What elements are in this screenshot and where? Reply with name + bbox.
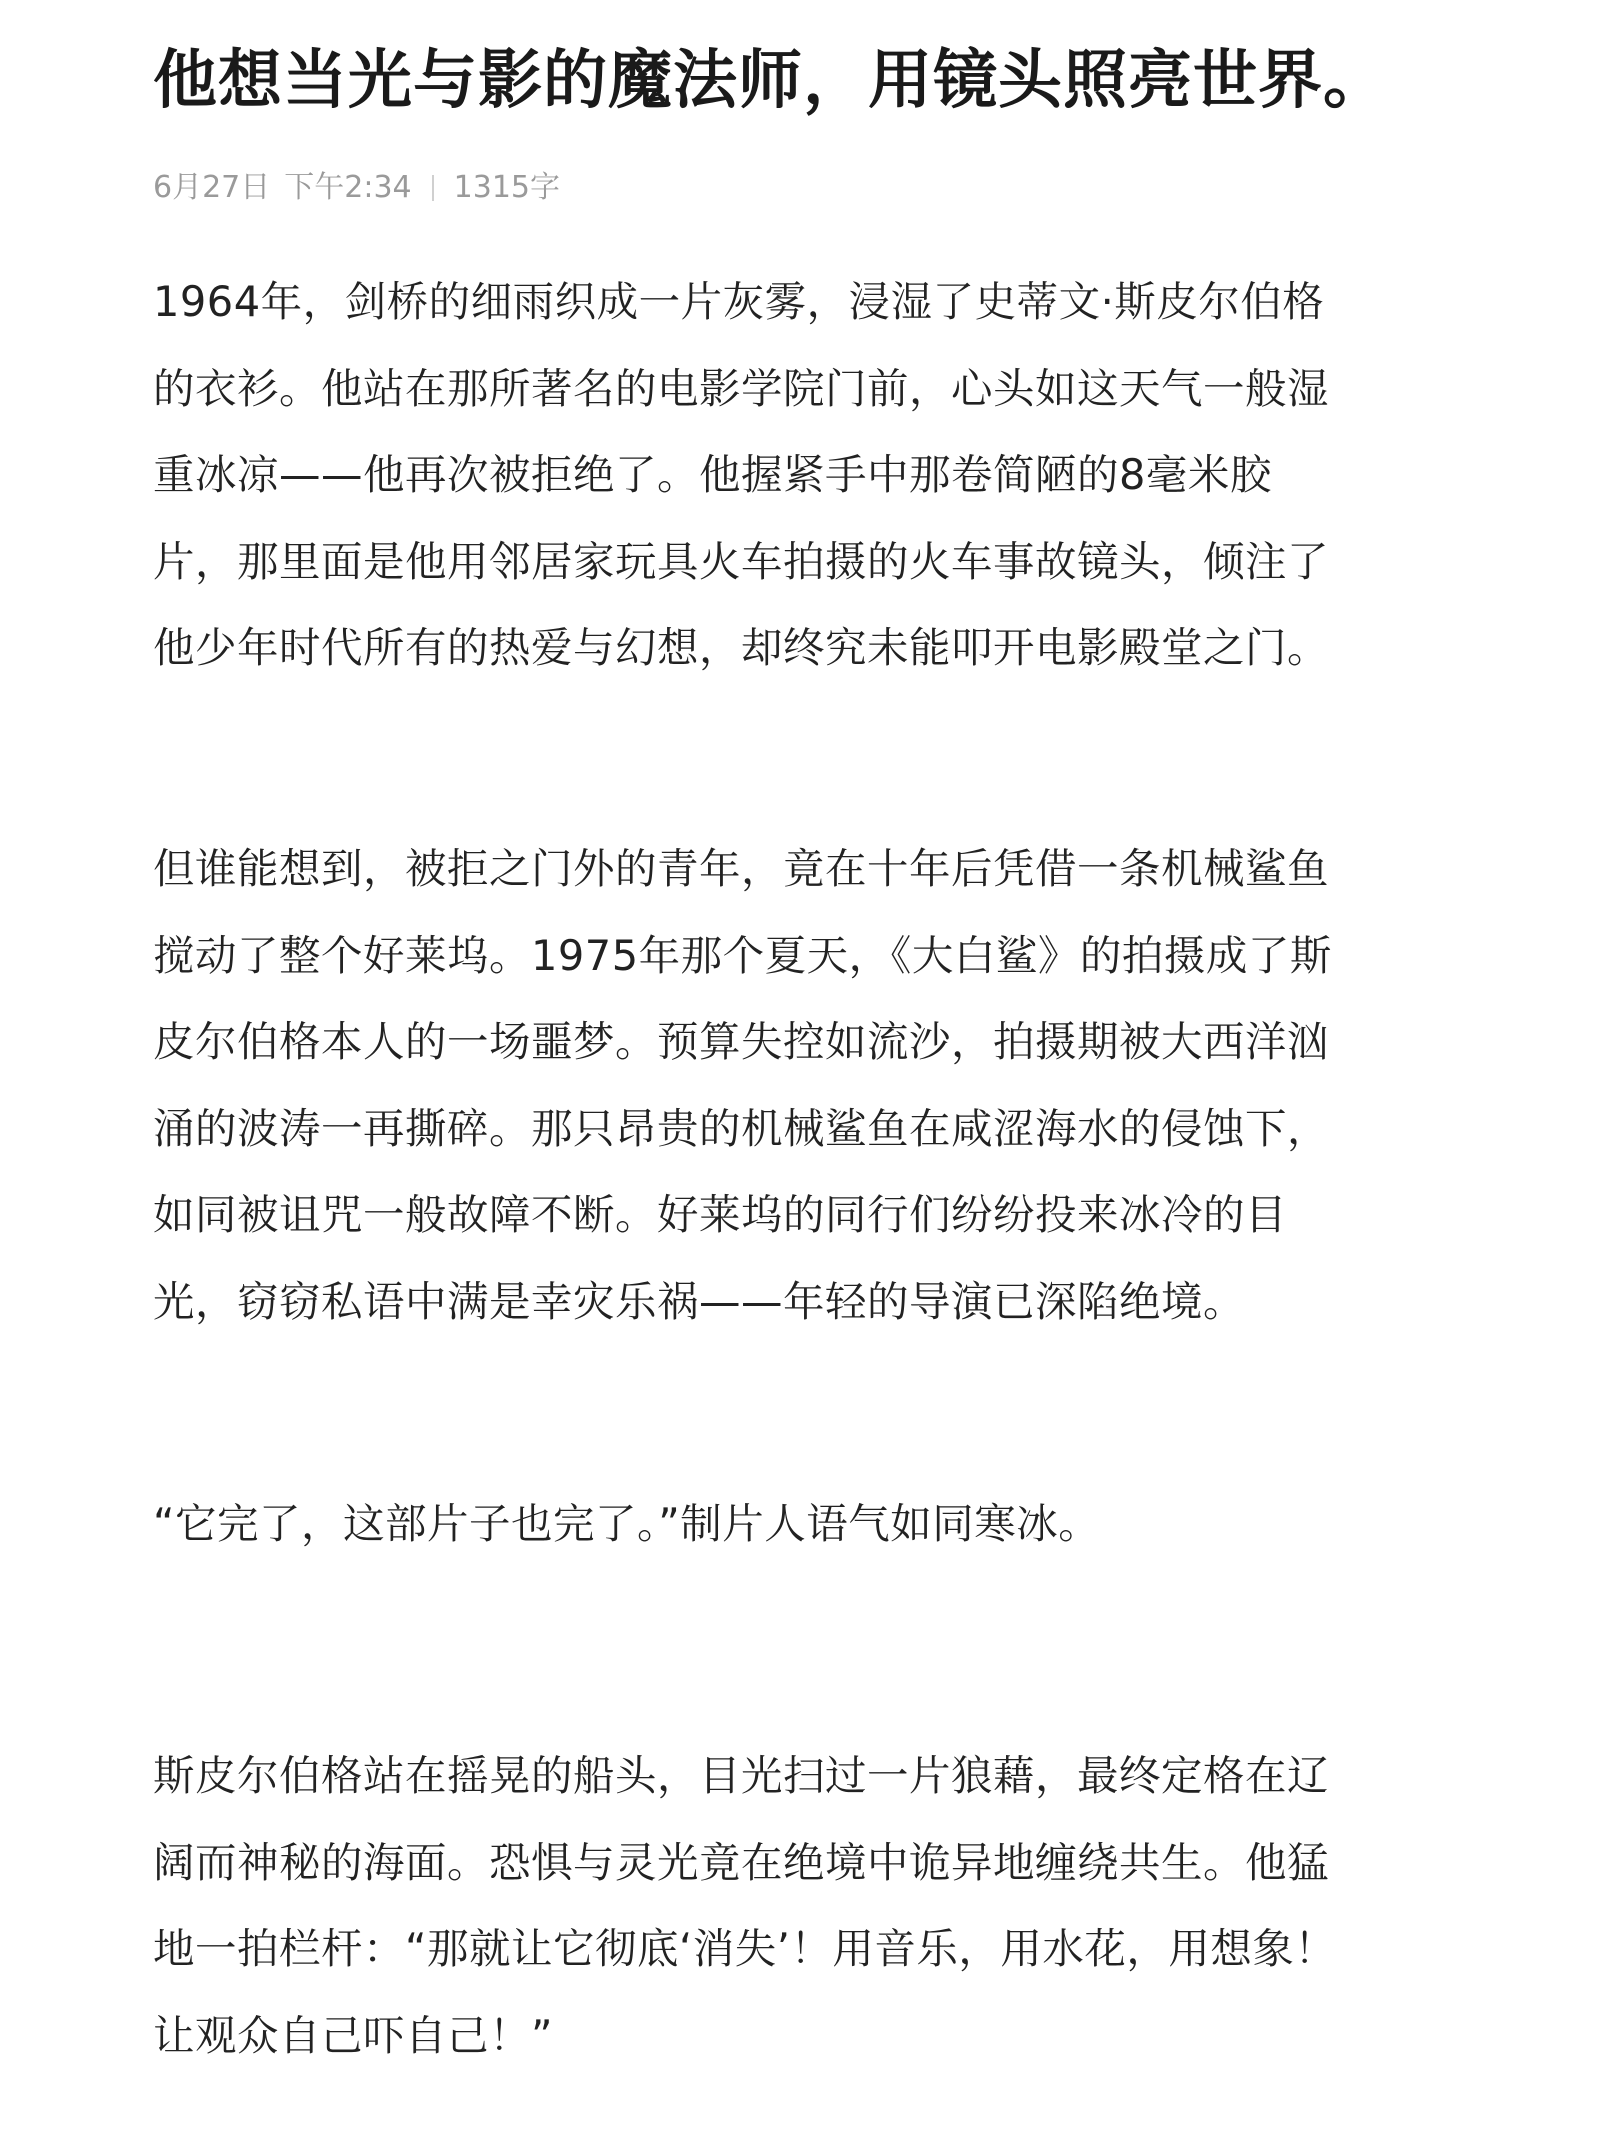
paragraph-line: 的衣衫。他站在那所著名的电影学院门前，心头如这天气一般湿: [153, 363, 1330, 413]
paragraph-line: 他少年时代所有的热爱与幻想，却终究未能叩开电影殿堂之门。: [153, 623, 1330, 672]
word-count: 1315字: [453, 170, 560, 205]
paragraph-line: 光，窃窃私语中满是幸灾乐祸——年轻的导演已深陷绝境。: [153, 1276, 1246, 1326]
paragraph-line: 如同被诅咒一般故障不断。好莱坞的同行们纷纷投来冰冷的目: [153, 1190, 1288, 1239]
paragraph-line: 让观众自己吓自己！”: [153, 2010, 554, 2060]
meta-divider: [432, 175, 434, 201]
paragraph-line: 皮尔伯格本人的一场噩梦。预算失控如流沙，拍摄期被大西洋汹: [153, 1017, 1330, 1066]
paragraph-line: 片，那里面是他用邻居家玩具火车拍摄的火车事故镜头，倾注了: [153, 536, 1330, 586]
paragraph-line: 涌的波涛一再撕碎。那只昂贵的机械鲨鱼在咸涩海水的侵蚀下，: [153, 1103, 1330, 1153]
article-meta: [153, 168, 1453, 208]
paragraph-3: [153, 1481, 1100, 1568]
paragraph-line: 斯皮尔伯格站在摇晃的船头，目光扫过一片狼藉，最终定格在辽: [153, 1751, 1330, 1800]
paragraph-line: 1964年，剑桥的细雨织成一片灰雾，浸湿了史蒂文·斯皮尔伯格: [153, 277, 1325, 326]
paragraph-line: 地一拍栏杆：“那就让它彻底‘消失’！用音乐，用水花，用想象！: [153, 1924, 1337, 1973]
paragraph-line: 阔而神秘的海面。恐惧与灵光竟在绝境中诡异地缠绕共生。他猛: [153, 1837, 1330, 1887]
paragraph-line: 重冰凉——他再次被拒绝了。他握紧手中那卷简陋的8毫米胶: [153, 450, 1272, 499]
publish-time: 下午2:34: [284, 170, 412, 205]
paragraph-2: [153, 826, 1332, 1345]
paragraph-4: [153, 1733, 1336, 2079]
paragraph-line: 搅动了整个好莱坞。1975年那个夏天，《大白鲨》的拍摄成了斯: [153, 930, 1332, 980]
paragraph-1: [153, 259, 1329, 692]
paragraph-line: 但谁能想到，被拒之门外的青年，竟在十年后凭借一条机械鲨鱼: [153, 844, 1330, 893]
article: [153, 38, 1453, 2060]
paragraph-line: “它完了，这部片子也完了。”制片人语气如同寒冰。: [153, 1499, 1101, 1548]
article-title: 他想当光与影的魔法师，用镜头照亮世界。: [153, 44, 1388, 118]
publish-date: 6月27日: [153, 170, 271, 205]
